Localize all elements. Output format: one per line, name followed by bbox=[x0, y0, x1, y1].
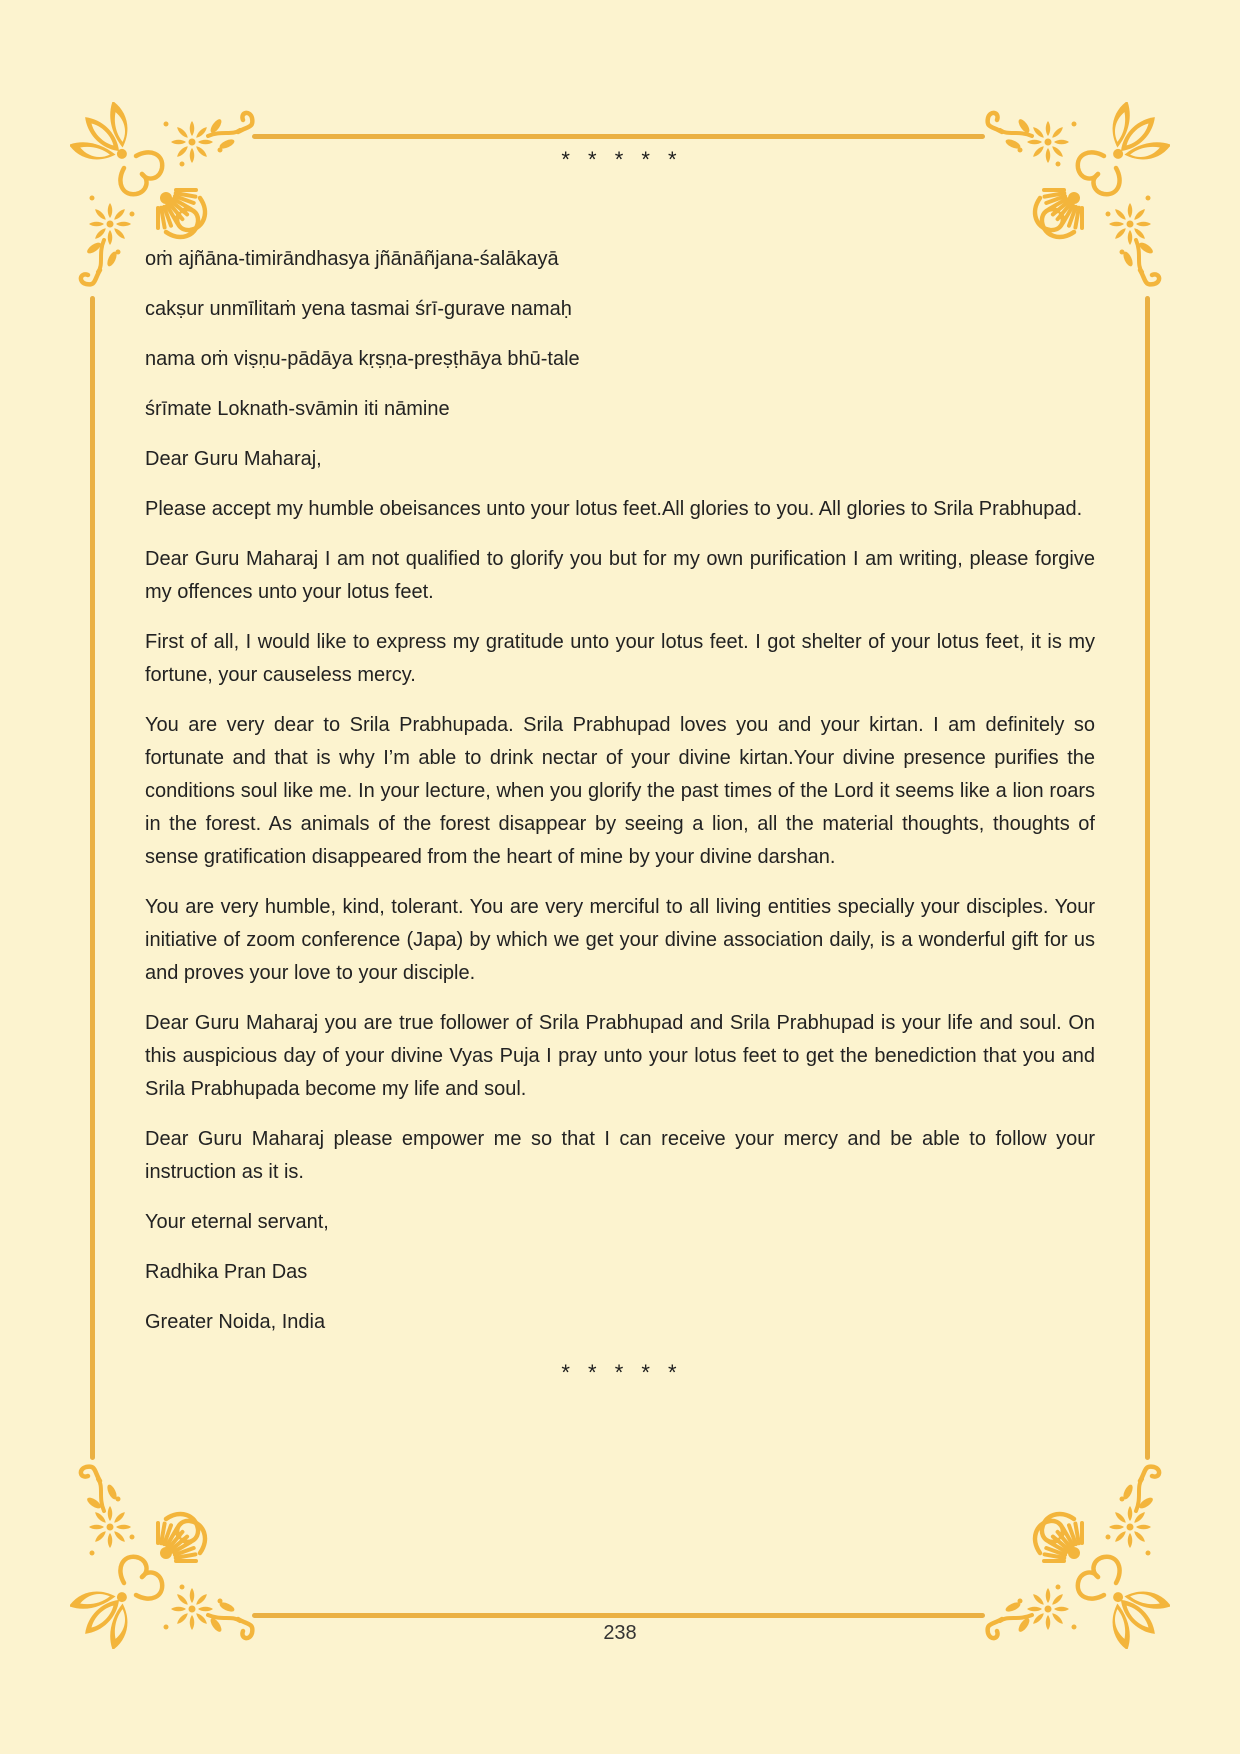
closing-line-2: Radhika Pran Das bbox=[145, 1261, 308, 1283]
verse-line-1: oṁ ajñāna-timirāndhasya jñānāñjana-śalākayā bbox=[145, 248, 559, 270]
page-number: 238 bbox=[603, 1622, 637, 1644]
border-line-left bbox=[90, 296, 95, 1460]
separator-bottom: * * * * * bbox=[561, 1360, 679, 1385]
verse-line-3: nama oṁ viṣṇu-pādāya kṛṣṇa-preṣṭhāya bhū-tale bbox=[145, 348, 580, 370]
paragraph-7: Dear Guru Maharaj please empower me so that I can receive your mercy and be able to follow your instruction as it is. bbox=[145, 1128, 1095, 1183]
verse-line-2: cakṣur unmīlitaṁ yena tasmai śrī-gurave namaḥ bbox=[145, 298, 572, 320]
verse-line-4: śrīmate Loknath-svāmin iti nāmine bbox=[145, 398, 450, 420]
paragraph-4: You are very dear to Srila Prabhupada. Srila Prabhupad loves you and your kirtan. I am definitely so fortunate and that is why I’m able to drink nectar of your divine kirtan.Your divine presence purifies the conditions soul like me. In your lecture, when you glorify the past times of the Lord it seems like a lion roars in the forest. As animals of the forest disappear by seeing a lion, all the material thoughts, thoughts of sense gratification disappeared from the heart of mine by your divine darshan. bbox=[145, 714, 1095, 868]
letter-body bbox=[145, 147, 1095, 1389]
closing-line-3: Greater Noida, India bbox=[145, 1311, 326, 1333]
paragraph-1: Please accept my humble obeisances unto your lotus feet.All glories to you. All glories to Srila Prabhupad. bbox=[145, 498, 1083, 520]
border-line-right bbox=[1145, 296, 1150, 1460]
paragraph-5: You are very humble, kind, tolerant. You are very merciful to all living entities specially your disciples. Your initiative of zoom conference (Japa) by which we get your divine association daily, is a wonderful gift for us and proves your love to your disciple. bbox=[145, 896, 1095, 984]
border-line-top bbox=[252, 134, 985, 139]
separator-top: * * * * * bbox=[561, 147, 679, 172]
paragraph-2: Dear Guru Maharaj I am not qualified to glorify you but for my own purification I am writing, please forgive my offences unto your lotus feet. bbox=[145, 548, 1095, 603]
paragraph-3: First of all, I would like to express my gratitude unto your lotus feet. I got shelter of your lotus feet, it is my fortune, your causeless mercy. bbox=[145, 631, 1095, 686]
closing-line-1: Your eternal servant, bbox=[145, 1211, 329, 1233]
border-line-bottom bbox=[252, 1613, 985, 1618]
paragraph-6: Dear Guru Maharaj you are true follower of Srila Prabhupad and Srila Prabhupad is your life and soul. On this auspicious day of your divine Vyas Puja I pray unto your lotus feet to get the benediction that you and Srila Prabhupada become my life and soul. bbox=[145, 1012, 1095, 1100]
salutation: Dear Guru Maharaj, bbox=[145, 448, 322, 470]
